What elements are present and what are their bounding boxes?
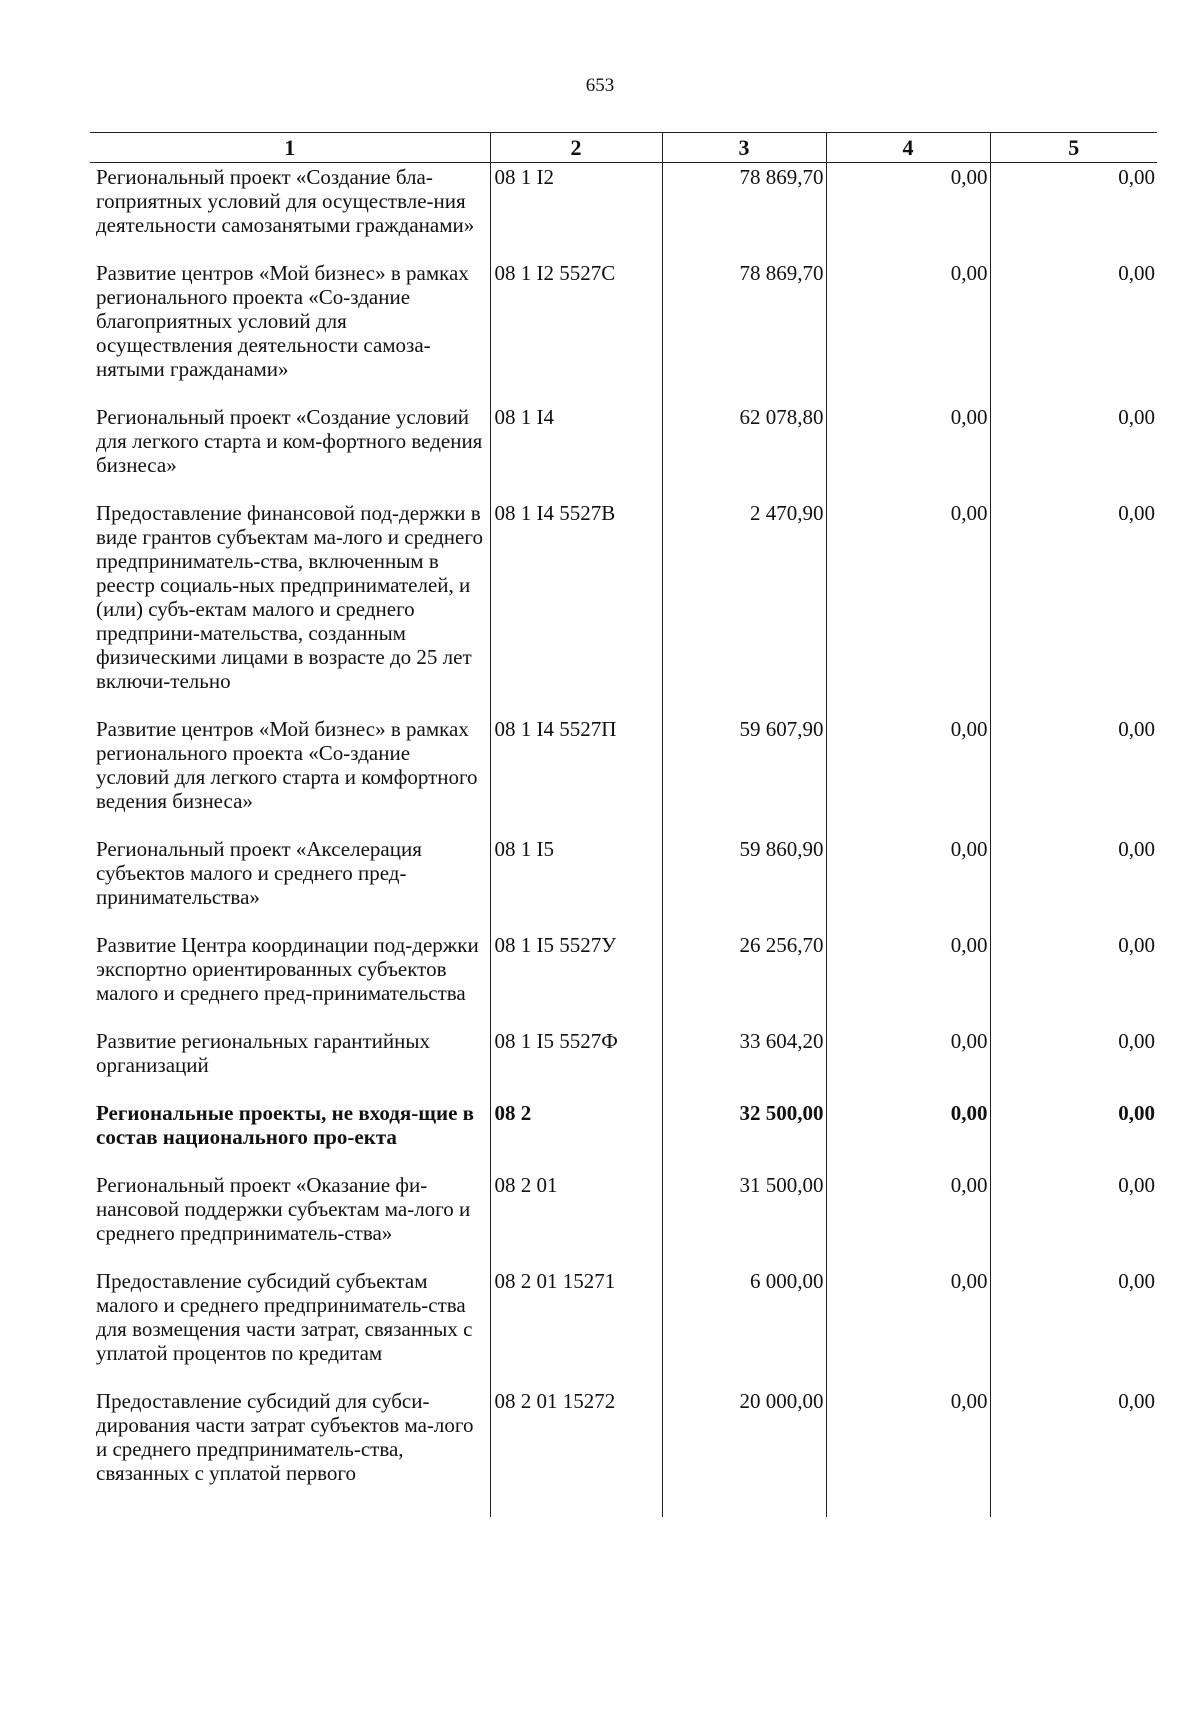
table-row <box>90 1387 1157 1517</box>
row-code-cell: 08 1 I2 <box>490 163 662 260</box>
column-header-5: 5 <box>990 133 1157 163</box>
row-name-cell: Региональный проект «Оказание фи-нансовой поддержки субъектам ма-лого и среднего предприниматель-ства» <box>96 1173 471 1245</box>
page-number: 653 <box>585 75 615 96</box>
row-value-col3: 32 500,00 <box>662 1099 826 1171</box>
row-name-cell: Развитие Центра координации под-держки экспортно ориентированных субъектов малого и среднего пред-принимательства <box>96 933 479 1005</box>
row-code-cell: 08 1 I5 5527У <box>490 931 662 1027</box>
row-value-col3: 62 078,80 <box>662 403 826 499</box>
row-name-cell: Региональный проект «Создание бла-гоприятных условий для осуществле-ния деятельности самозанятыми гражданами» <box>96 165 475 237</box>
row-value-col4: 0,00 <box>826 499 990 715</box>
table-row <box>90 163 1157 260</box>
table-row <box>90 931 1157 1027</box>
table-row <box>90 259 1157 403</box>
table-header <box>90 133 1157 163</box>
row-code-cell: 08 2 01 15271 <box>490 1267 662 1387</box>
row-value-col5: 0,00 <box>990 499 1157 715</box>
row-value-col4: 0,00 <box>826 403 990 499</box>
row-value-col5: 0,00 <box>990 931 1157 1027</box>
row-value-col3: 20 000,00 <box>662 1387 826 1517</box>
row-value-col4: 0,00 <box>826 1099 990 1171</box>
row-value-col5: 0,00 <box>990 1027 1157 1099</box>
row-value-col3: 59 607,90 <box>662 715 826 835</box>
row-code-cell: 08 1 I4 5527B <box>490 499 662 715</box>
column-header-2: 2 <box>490 133 662 163</box>
table-row <box>90 1027 1157 1099</box>
table-row <box>90 835 1157 931</box>
row-code-cell: 08 2 01 <box>490 1171 662 1267</box>
row-value-col3: 59 860,90 <box>662 835 826 931</box>
row-value-col4: 0,00 <box>826 1171 990 1267</box>
table-row <box>90 715 1157 835</box>
header-row <box>90 133 1157 163</box>
table-row <box>90 403 1157 499</box>
row-code-cell: 08 1 I2 5527C <box>490 259 662 403</box>
row-code-cell: 08 1 I5 5527Ф <box>490 1027 662 1099</box>
row-code-cell: 08 1 I4 5527П <box>490 715 662 835</box>
row-name-cell: Развитие региональных гарантийных организаций <box>96 1029 431 1077</box>
row-value-col4: 0,00 <box>826 1387 990 1517</box>
table-body <box>90 163 1157 1518</box>
row-value-col3: 33 604,20 <box>662 1027 826 1099</box>
row-name-cell: Предоставление субсидий субъектам малого и среднего предприниматель-ства для возмещения части затрат, связанных с уплатой процентов по кредитам <box>96 1269 473 1365</box>
row-code-cell: 08 2 01 15272 <box>490 1387 662 1517</box>
row-value-col5: 0,00 <box>990 715 1157 835</box>
row-name-cell: Предоставление субсидий для субси-дирования части затрат субъектов ма-лого и среднего предприниматель-ства, связанных с уплатой первого <box>96 1389 474 1485</box>
row-value-col3: 78 869,70 <box>662 163 826 260</box>
row-code-cell: 08 2 <box>490 1099 662 1171</box>
row-name-cell: Региональный проект «Акселерация субъектов малого и среднего пред-принимательства» <box>96 837 422 909</box>
row-value-col4: 0,00 <box>826 931 990 1027</box>
row-value-col5: 0,00 <box>990 403 1157 499</box>
row-value-col5: 0,00 <box>990 1171 1157 1267</box>
row-value-col4: 0,00 <box>826 835 990 931</box>
column-header-3: 3 <box>662 133 826 163</box>
table-row <box>90 1267 1157 1387</box>
row-value-col5: 0,00 <box>990 1267 1157 1387</box>
row-value-col4: 0,00 <box>826 1027 990 1099</box>
row-value-col4: 0,00 <box>826 1267 990 1387</box>
row-value-col5: 0,00 <box>990 1099 1157 1171</box>
row-name-cell: Развитие центров «Мой бизнес» в рамках регионального проекта «Со-здание условий для легкого старта и комфортного ведения бизнеса» <box>96 717 478 813</box>
row-value-col3: 78 869,70 <box>662 259 826 403</box>
row-value-col3: 31 500,00 <box>662 1171 826 1267</box>
budget-table <box>90 132 1157 1517</box>
row-value-col5: 0,00 <box>990 835 1157 931</box>
table-row <box>90 1099 1157 1171</box>
row-code-cell: 08 1 I4 <box>490 403 662 499</box>
row-name-cell: Региональный проект «Создание условий для легкого старта и ком-фортного ведения бизнеса» <box>96 405 483 477</box>
row-name-cell: Предоставление финансовой под-держки в виде грантов субъектам ма-лого и среднего предприниматель-ства, включенным в реестр социаль-ных предпринимателей, и (или) субъ-ектам малого и среднего предприни-мательства, созданным физическими лицами в возрасте до 25 лет включи-тельно <box>96 501 483 693</box>
row-value-col3: 6 000,00 <box>662 1267 826 1387</box>
row-value-col4: 0,00 <box>826 259 990 403</box>
row-value-col4: 0,00 <box>826 715 990 835</box>
row-value-col3: 2 470,90 <box>662 499 826 715</box>
row-name-cell: Развитие центров «Мой бизнес» в рамках регионального проекта «Со-здание благоприятных условий для осуществления деятельности самоза-нятыми гражданами» <box>96 261 469 381</box>
row-value-col3: 26 256,70 <box>662 931 826 1027</box>
table-row <box>90 499 1157 715</box>
row-code-cell: 08 1 I5 <box>490 835 662 931</box>
column-header-1: 1 <box>90 133 490 163</box>
table-row <box>90 1171 1157 1267</box>
row-value-col4: 0,00 <box>826 163 990 260</box>
row-value-col5: 0,00 <box>990 163 1157 260</box>
row-name-cell: Региональные проекты, не входя-щие в состав национального про-екта <box>96 1101 474 1149</box>
row-value-col5: 0,00 <box>990 259 1157 403</box>
column-header-4: 4 <box>826 133 990 163</box>
row-value-col5: 0,00 <box>990 1387 1157 1517</box>
